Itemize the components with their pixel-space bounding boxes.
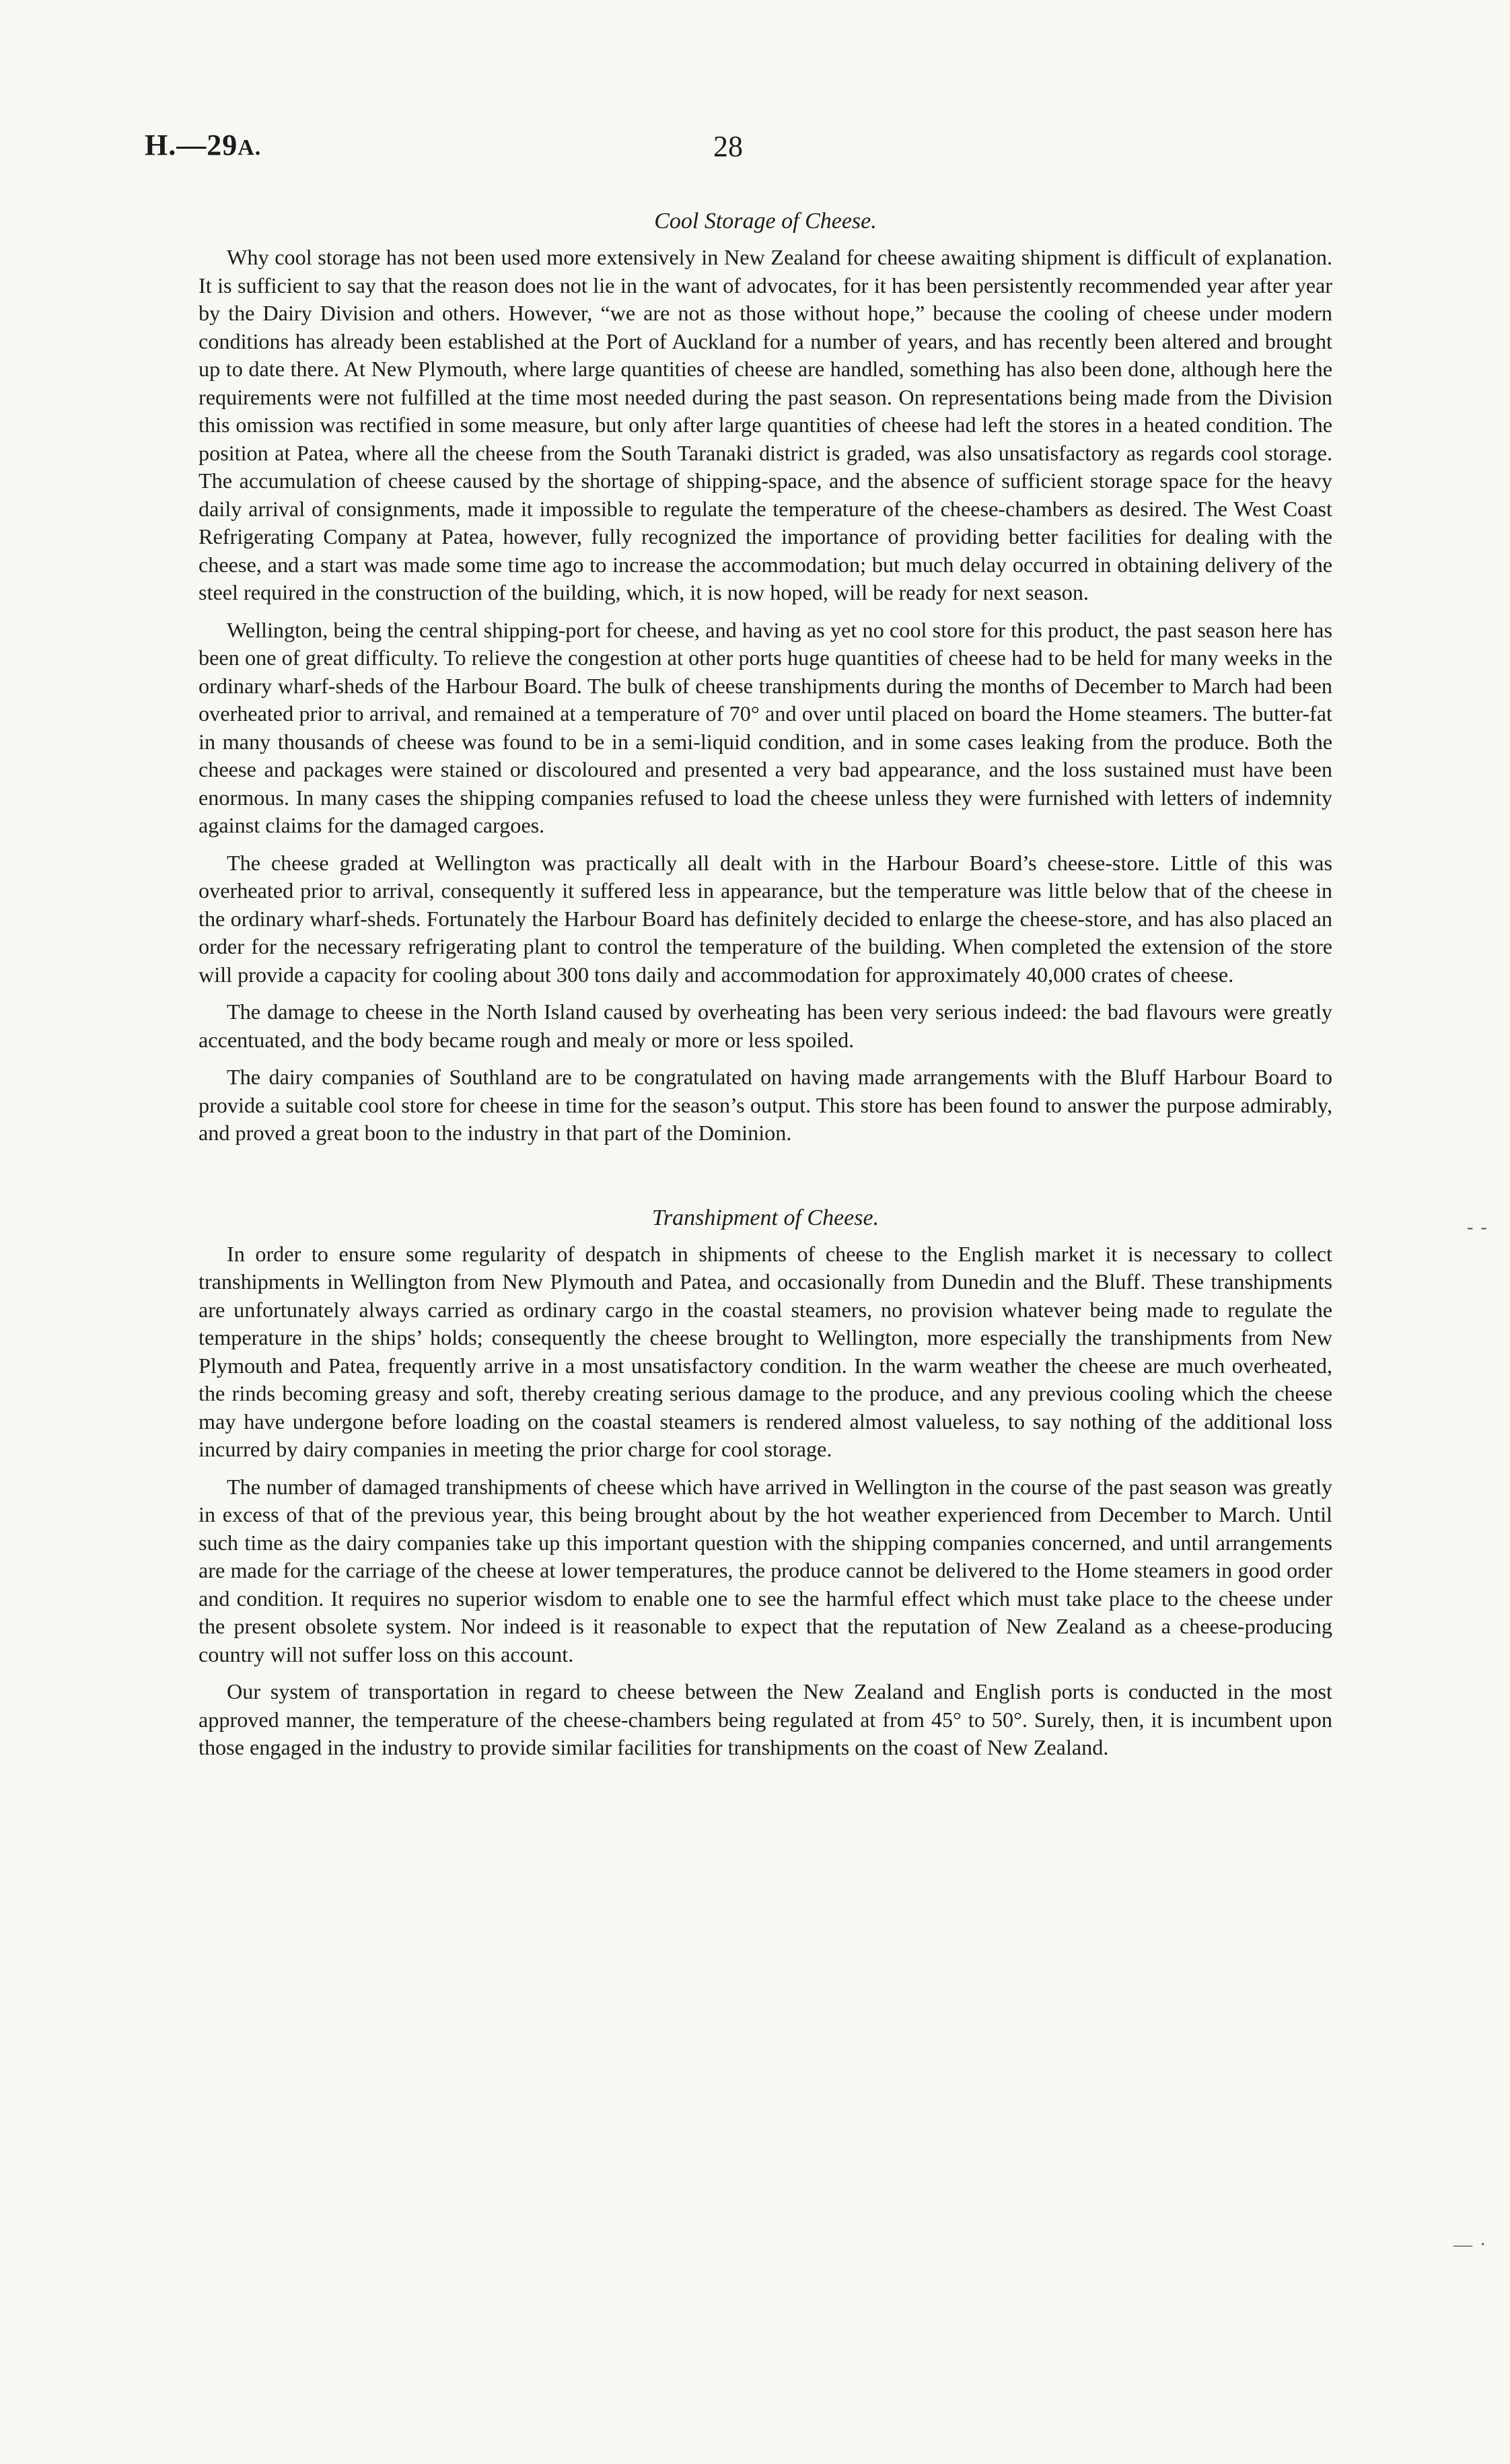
paragraph: The cheese graded at Wellington was practically all dealt with in the Harbour Board’s cheese-store. Little of this was overheated prior to arrival, consequently it suffered less in appearance, but the temperature was little below that of the cheese in the ordinary wharf-sheds. Fortunately the Harbour Board has definitely decided to enlarge the cheese-store, and has also placed an order for the necessary refrigerating plant to control the temperature of the building. When completed the extension of the store will provide a capacity for cooling about 300 tons daily and accommodation for approximately 40,000 crates of cheese.: [199, 850, 1332, 987]
margin-scan-mark: — ·: [1453, 2234, 1488, 2255]
page-header: [145, 128, 1332, 182]
document-page: [145, 128, 1332, 1771]
paragraph: Why cool storage has not been used more extensively in New Zealand for cheese awaiting shipment is difficult of explanation. It is sufficient to say that the reason does not lie in the want of advocates, for it has been persistently recommended year after year by the Dairy Division and others. However, “we are not as those without hope,” because the cooling of cheese under modern conditions has already been established at the Port of Auckland for a number of years, and has recently been altered and brought up to date there. At New Plymouth, where large quantities of cheese are handled, something has also been done, although here the requirements were not fulfilled at the time most needed during the past season. On representations being made from the Division this omission was rectified in some measure, but only after large quantities of cheese had left the stores in a heated condition. The position at Patea, where all the cheese from the South Taranaki district is graded, was also unsatisfactory as regards cool storage. The accumulation of cheese caused by the shortage of shipping-space, and the absence of sufficient storage space for the heavy daily arrival of consignments, made it impossible to regulate the temperature of the cheese-chambers as desired. The West Coast Refrigerating Company at Patea, however, fully recognized the importance of providing better facilities for dealing with the cheese, and a start was made some time ago to increase the accommodation; but much delay occurred in obtaining delivery of the steel required in the construction of the building, which, it is now hoped, will be ready for next season.: [199, 245, 1332, 604]
document-id-suffix: A.: [238, 135, 262, 160]
paragraph: The number of damaged transhipments of cheese which have arrived in Wellington in the course of the past season was greatly in excess of that of the previous year, this being brought about by the hot weather experienced from December to March. Until such time as the dairy companies take up this important question with the shipping companies concerned, and until arrangements are made for the carriage of the cheese at lower temperatures, the produce cannot be delivered to the Home steamers in good order and condition. It requires no superior wisdom to enable one to see the harmful effect which must take place to the cheese under the present obsolete system. Nor indeed is it reasonable to expect that the reputation of New Zealand as a cheese-producing country will not suffer loss on this account.: [199, 1474, 1332, 1666]
margin-scan-mark: - ‐: [1467, 1217, 1488, 1238]
paragraph: In order to ensure some regularity of despatch in shipments of cheese to the English market it is necessary to collect transhipments in Wellington from New Plymouth and Patea, and occasionally from Dunedin and the Bluff. These transhipments are unfortunately always carried as ordinary cargo in the coastal steamers, no provision whatever being made to regulate the temperature in the ships’ holds; consequently the cheese brought to Wellington, more especially the transhipments from New Plymouth and Patea, frequently arrive in a most unsatisfactory condition. In the warm weather the cheese are much overheated, the rinds becoming greasy and soft, thereby creating serious damage to the produce, and any previous cooling which the cheese may have undergone before loading on the coastal steamers is rendered almost valueless, to say nothing of the additional loss incurred by dairy companies in meeting the prior charge for cool storage.: [199, 1241, 1332, 1461]
paragraph: Our system of transportation in regard to cheese between the New Zealand and English ports is conducted in the most approved manner, the temperature of the cheese-chambers being regulated at from 45° to 50°. Surely, then, it is incumbent upon those engaged in the industry to provide similar facilities for transhipments on the coast of New Zealand.: [199, 1679, 1332, 1759]
section-title-cool-storage: Cool Storage of Cheese.: [654, 209, 877, 234]
section-title-transhipment: Transhipment of Cheese.: [651, 1205, 879, 1230]
paragraph: The dairy companies of Southland are to be congratulated on having made arrangements with the Bluff Harbour Board to provide a suitable cool store for cheese in time for the season’s output. This store has been found to answer the purpose admirably, and proved a great boon to the industry in that part of the Dominion.: [199, 1065, 1332, 1145]
paragraph: The damage to cheese in the North Island caused by overheating has been very serious indeed: the bad flavours were greatly accentuated, and the body became rough and mealy or more or less spoiled.: [199, 999, 1332, 1052]
document-id: [145, 128, 261, 162]
paragraph: Wellington, being the central shipping-port for cheese, and having as yet no cool store for this product, the past season here has been one of great difficulty. To relieve the congestion at other ports huge quantities of cheese had to be held for many weeks in the ordinary wharf-sheds of the Harbour Board. The bulk of cheese transhipments during the months of December to March had been overheated prior to arrival, and remained at a temperature of 70° and over until placed on board the Home steamers. The butter-fat in many thousands of cheese was found to be in a semi-liquid condition, and in some cases leaking from the produce. Both the cheese and packages were stained or discoloured and presented a very bad appearance, and the loss sustained must have been enormous. In many cases the shipping companies refused to load the cheese unless they were furnished with letters of indemnity against claims for the damaged cargoes.: [199, 617, 1332, 837]
page-number: 28: [713, 130, 743, 163]
document-id-main: H.—29: [145, 129, 238, 162]
